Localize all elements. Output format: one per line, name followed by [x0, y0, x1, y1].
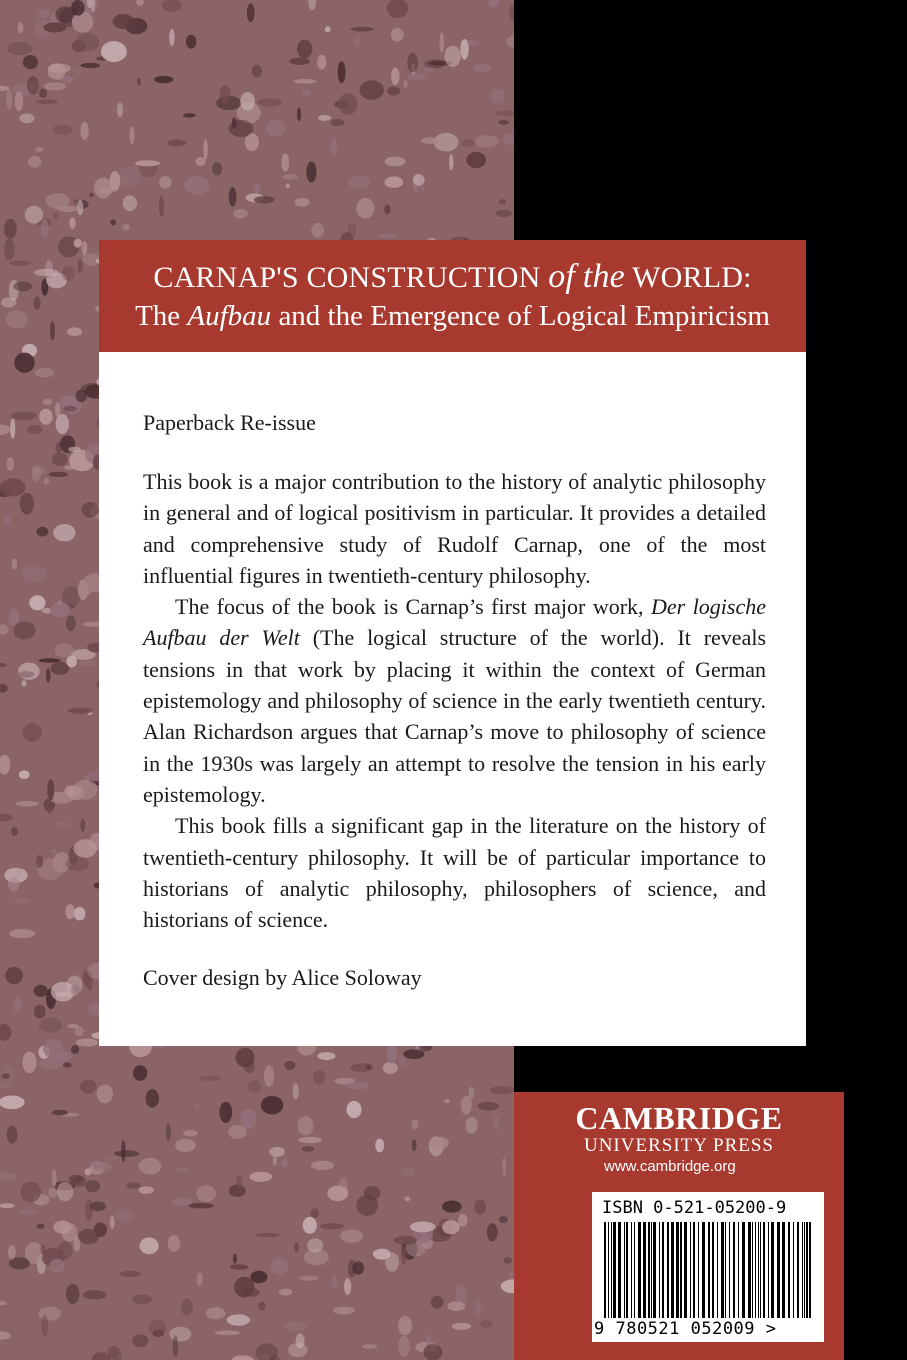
publisher-subtitle: UNIVERSITY PRESS — [583, 1135, 774, 1156]
book-subtitle — [99, 300, 806, 333]
subtitle-part-the: The — [135, 300, 181, 332]
p2-italic-title: Der logische Aufbau der Welt — [143, 594, 767, 651]
book-title — [99, 258, 806, 296]
cover-credit: Cover design by Alice Soloway — [143, 965, 422, 991]
publisher-url: www.cambridge.org — [604, 1158, 736, 1175]
title-part-world: WORLD — [632, 261, 744, 294]
blurb-paragraph-1: This book is a major contribution to the history of analytic philosophy in general and of logical positivism in particular. It provides a detailed and comprehensive study of Rudolf Carnap, one of the most influential figures in twentieth-century philosophy. — [143, 469, 766, 588]
blurb-panel — [99, 352, 806, 1046]
barcode-digits: 9 780521 052009 > — [594, 1319, 777, 1339]
title-band — [99, 240, 806, 352]
title-part-main: CARNAP'S CONSTRUCTION — [153, 261, 541, 294]
title-part-of: of — [548, 258, 576, 295]
blurb-paragraph-2 — [143, 591, 766, 810]
p2-text-a: The focus of the book is Carnap’s first major work, — [175, 594, 644, 620]
subtitle-part-aufbau: Aufbau — [187, 300, 272, 332]
publisher-name: CAMBRIDGE — [575, 1100, 783, 1136]
p2-text-b: (The logical structure of the world). It reveals tensions in that work by placing it within the context of German epistemology and philosophy of science in the early twentieth century. Alan Richardson argues that Carnap’s move to philosophy of science in the 1930s was largely an attempt to resolve the tension in his early epistemology. — [143, 625, 767, 807]
edition-note: Paperback Re-issue — [143, 410, 316, 435]
barcode-box — [592, 1192, 824, 1342]
isbn-label: ISBN 0-521-05200-9 — [602, 1198, 787, 1218]
barcode-bars — [604, 1222, 812, 1318]
title-part-the: the — [582, 258, 625, 295]
blurb-paragraph-3: This book fills a significant gap in the literature on the history of twentieth-century philosophy. It will be of particular importance to historians of analytic philosophy, philosophers of science, and historians of science. — [143, 813, 766, 933]
title-colon: : — [743, 261, 752, 294]
subtitle-part-rest: and the Emergence of Logical Empiricism — [278, 300, 770, 332]
